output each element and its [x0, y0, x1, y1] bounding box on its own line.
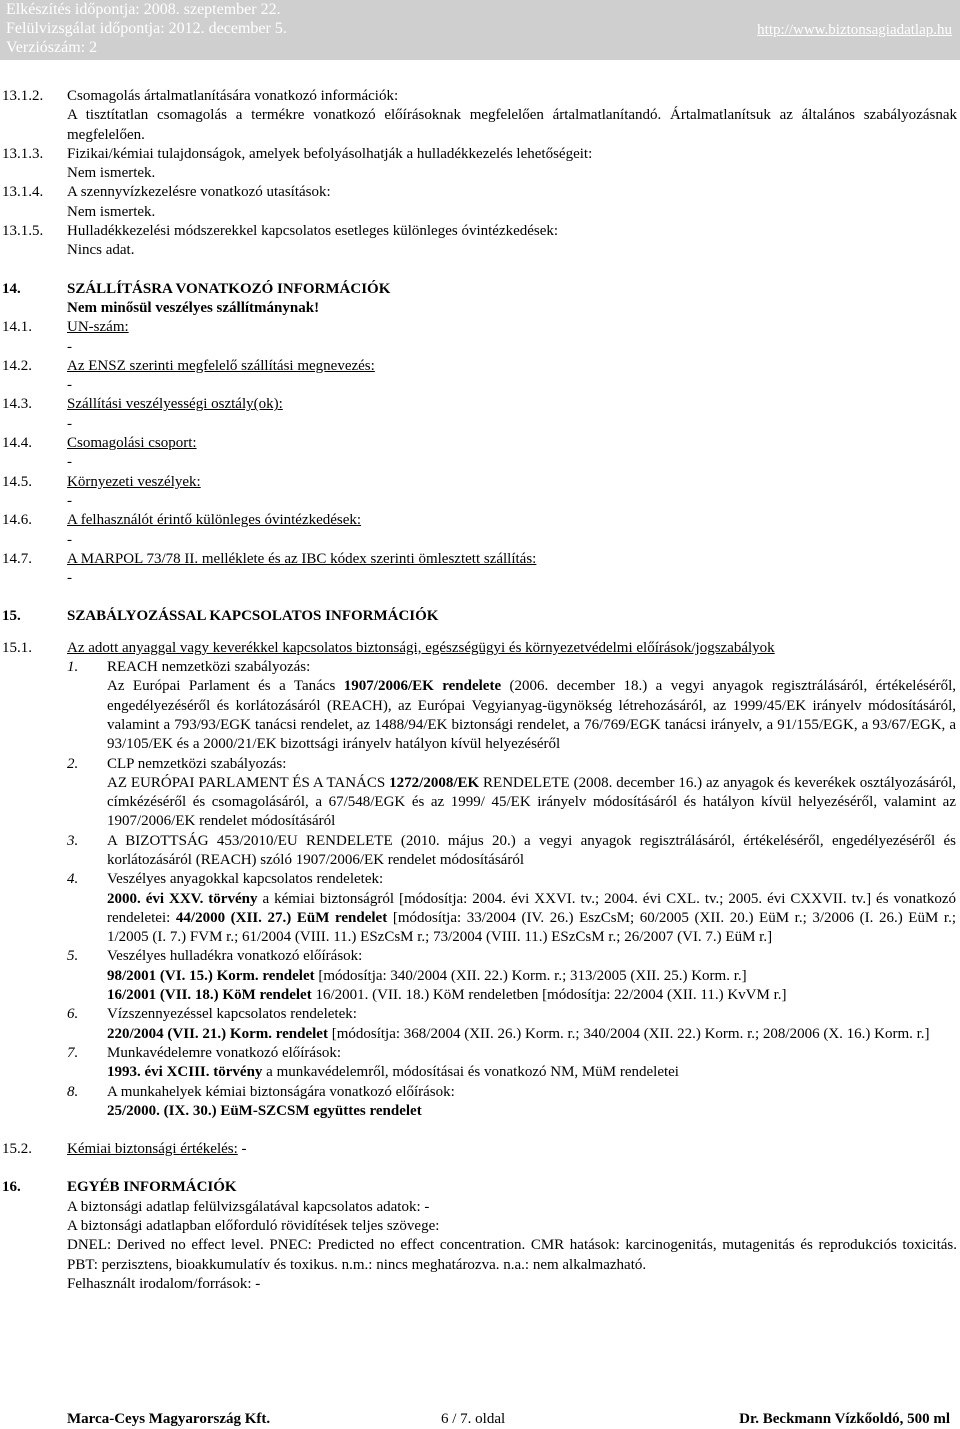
- section-title: SZABÁLYOZÁSSAL KAPCSOLATOS INFORMÁCIÓK: [67, 608, 439, 625]
- transport-item: [0, 473, 960, 512]
- subsection-value: Nincs adat.: [67, 242, 135, 259]
- item-heading: Veszélyes anyagokkal kapcsolatos rendeletek:: [107, 871, 384, 888]
- item-heading: Veszélyes hulladékra vonatkozó előírások:: [107, 948, 363, 965]
- subsection-text: A tisztítatlan csomagolás a termékre vonatkozó előírásoknak megfelelően ártalmatlanítandó. Ártalmatlanítsuk az általános szabályozásnak megfelelően.: [67, 107, 957, 143]
- section-subtitle: Nem minősül veszélyes szállítmánynak!: [67, 299, 320, 316]
- item-number: 6.: [67, 1006, 79, 1023]
- item-number: 14.3.: [2, 396, 32, 413]
- item-body: [107, 774, 956, 832]
- item-value: -: [67, 415, 72, 432]
- transport-item: [0, 434, 960, 473]
- regulation-ref: 98/2001 (VI. 15.) Korm. rendelet: [107, 967, 315, 984]
- regulation-item-5: [0, 947, 960, 1005]
- item-body: [107, 1063, 956, 1082]
- item-number: 7.: [67, 1044, 79, 1061]
- transport-item: [0, 550, 960, 589]
- spacer: [0, 261, 960, 280]
- item-heading: Vízszennyezéssel kapcsolatos rendeletek:: [107, 1006, 357, 1023]
- subsection-13-1-2: [0, 87, 960, 145]
- version-number: Verziószám: 2: [6, 39, 98, 56]
- regulation-ref: 1272/2008/EK: [389, 774, 480, 791]
- spacer: [0, 627, 960, 639]
- info-line: A biztonsági adatlap felülvizsgálatával kapcsolatos adatok: -: [67, 1198, 430, 1215]
- item-line: [107, 967, 956, 986]
- text-run: RENDELETE (2008. december 16.) az anyagok és keverékek osztályozásáról, címkézéséről és csomagolásáról, a 67/548/EGK és az 1999/ 45/EK irányelv módosításáról és hatályon kívül helyezéséről, valamint az 1907/2006/EK rendelet módosításáról: [107, 774, 956, 830]
- subsection-heading: Hulladékkezelési módszerekkel kapcsolatos esetleges különleges óvintézkedések:: [67, 223, 559, 240]
- transport-item: [0, 511, 960, 550]
- item-label: Csomagolási csoport:: [67, 435, 197, 452]
- subsection-15-2: [0, 1140, 960, 1159]
- item-value: -: [67, 531, 72, 548]
- regulation-ref: 16/2001 (VII. 18.) KöM rendelet: [107, 987, 312, 1004]
- text-run: AZ EURÓPAI PARLAMENT ÉS A TANÁCS: [107, 774, 390, 791]
- footer-page-number: 6 / 7. oldal: [441, 1411, 506, 1427]
- website-link[interactable]: http://www.biztonsagiadatlap.hu: [757, 22, 952, 38]
- subsection-13-1-4: [0, 183, 960, 222]
- item-value: -: [67, 377, 72, 394]
- item-number: 8.: [67, 1083, 79, 1100]
- section-number: 13.1.5.: [2, 223, 44, 240]
- item-body: [107, 890, 956, 948]
- regulation-item-6: [0, 1005, 960, 1044]
- section-number: 13.1.3.: [2, 145, 44, 162]
- item-body: [107, 1025, 956, 1044]
- item-label: Az ENSZ szerinti megfelelő szállítási megnevezés:: [67, 357, 375, 374]
- text-run: a kémiai biztonságról [módosítja: 2004. évi XXVI. tv.; 2004. évi CXL. tv.; 2005. évi CXXVII. tv.] és vonatkozó rendeletei:: [107, 890, 956, 926]
- page-footer: [0, 1410, 960, 1429]
- section-number: 15.2.: [2, 1141, 32, 1158]
- item-value: -: [67, 454, 72, 471]
- footer-product: Dr. Beckmann Vízkőoldó, 500 ml: [739, 1411, 950, 1427]
- revision-date: Felülvizsgálat időpontja: 2012. december 5.: [6, 20, 287, 37]
- info-line: Felhasznált irodalom/források: -: [67, 1275, 261, 1292]
- transport-items: [0, 318, 960, 588]
- item-number: 14.1.: [2, 319, 32, 336]
- subsection-13-1-5: [0, 222, 960, 261]
- subsection-value: Nem ismertek.: [67, 165, 156, 182]
- item-value: -: [67, 492, 72, 509]
- item-number: 2.: [67, 755, 79, 772]
- spacer: [0, 1159, 960, 1178]
- item-body: [107, 677, 956, 754]
- section-number: 13.1.2.: [2, 88, 44, 104]
- document-body: [0, 87, 960, 1294]
- item-label: Szállítási veszélyességi osztály(ok):: [67, 396, 283, 413]
- spacer: [0, 588, 960, 607]
- item-label: Környezeti veszélyek:: [67, 473, 201, 490]
- text-run: a munkavédelemről, módosításai és vonatkozó NM, MüM rendeletei: [262, 1064, 679, 1081]
- text-run: 16/2001. (VII. 18.) KöM rendeletben [módosítja: 22/2004 (XII. 11.) KvVM r.]: [311, 987, 787, 1004]
- regulation-ref: 1993. évi XCIII. törvény: [107, 1064, 263, 1081]
- section-number: 13.1.4.: [2, 184, 44, 201]
- subsection-15-1: [0, 639, 960, 658]
- item-label: UN-szám:: [67, 319, 129, 336]
- section-title: SZÁLLÍTÁSRA VONATKOZÓ INFORMÁCIÓK: [67, 280, 391, 297]
- item-heading: REACH nemzetközi szabályozás:: [107, 659, 311, 676]
- regulation-ref: 1907/2006/EK rendelete: [343, 678, 502, 695]
- transport-item: [0, 318, 960, 357]
- subsection-heading: Kémiai biztonsági értékelés:: [67, 1141, 238, 1158]
- text-run: (2006. december 18.) a vegyi anyagok regisztrálásáról, értékeléséről, engedélyezéséről és korlátozásáról (REACH), az Európai Vegyianyag-ügynökség létrehozásáról, az 1999/45/EK irányelv módosításáról, valamint a 793/93/EGK tanácsi rendelet, az 1488/94/EK biztonsági rendelet, a 76/769/EGK tanácsi irányelv, a 91/155/EGK, a 93/67/EGK, a 93/105/EK és a 2000/21/EK bizottsági irányelv hatályon kívül helyezéséről: [107, 678, 957, 753]
- regulation-ref: 44/2000 (XII. 27.) EüM rendelet: [175, 909, 388, 926]
- item-heading: A munkahelyek kémiai biztonságára vonatkozó előírások:: [107, 1083, 455, 1100]
- section-number: 15.1.: [2, 639, 32, 656]
- transport-item: [0, 395, 960, 434]
- item-line: [107, 986, 956, 1005]
- item-body: A BIZOTTSÁG 453/2010/EU RENDELETE (2010. május 20.) a vegyi anyagok regisztrálásáról, értékeléséről, engedélyezéséről és korlátozásáról (REACH) szóló 1907/2006/EK rendelet módosításáról: [107, 832, 956, 868]
- subsection-heading: A szennyvízkezelésre vonatkozó utasítások:: [67, 184, 331, 201]
- section-14-heading: [0, 280, 960, 319]
- item-label: A MARPOL 73/78 II. melléklete és az IBC kódex szerinti ömlesztett szállítás:: [67, 550, 537, 567]
- item-number: 14.6.: [2, 512, 32, 529]
- regulation-item-2: [0, 755, 960, 832]
- page-header: [0, 0, 960, 60]
- subsection-13-1-3: [0, 145, 960, 184]
- text-run: [módosítja: 33/2004 (IV. 26.) EszCsM; 60/2005 (XII. 20.) EüM r.; 3/2006 (I. 26.) EüM r.; 1/2005 (I. 7.) FVM r.; 61/2004 (VIII. 11.) ESzCsM r.; 73/2004 (VIII. 11.) ESzCsM r.; 26/2007 (VI. 7.) EüM r.]: [107, 909, 956, 946]
- item-heading: Munkavédelemre vonatkozó előírások:: [107, 1044, 342, 1061]
- item-number: 3.: [67, 832, 79, 849]
- regulation-item-1: [0, 658, 960, 754]
- regulation-item-7: [0, 1044, 960, 1083]
- text-run: Az Európai Parlament és a Tanács: [107, 678, 344, 695]
- section-number: 14.: [2, 280, 21, 297]
- regulation-ref: 2000. évi XXV. törvény: [107, 890, 258, 907]
- abbreviations-text: DNEL: Derived no effect level. PNEC: Predicted no effect concentration. CMR hatások: karcinogenitás, mutagenitás és reprodukciós toxicitás. PBT: perzisztens, bioakkumulatív és toxikus. n.m.: nincs meghatározva. n.a.: nem alkalmazható.: [67, 1237, 957, 1273]
- item-number: 14.4.: [2, 435, 32, 452]
- section-title: EGYÉB INFORMÁCIÓK: [67, 1179, 237, 1196]
- transport-item: [0, 357, 960, 396]
- section-15-heading: [0, 607, 960, 626]
- text-run: [módosítja: 368/2004 (XII. 26.) Korm. r.; 340/2004 (XII. 22.) Korm. r.; 208/2006 (X. 16.) Korm. r.]: [327, 1025, 930, 1042]
- item-number: 1.: [67, 659, 79, 676]
- creation-date: Elkészítés időpontja: 2008. szeptember 22.: [6, 1, 281, 18]
- footer-company: Marca-Ceys Magyarország Kft.: [67, 1411, 271, 1427]
- regulation-item-8: [0, 1083, 960, 1122]
- regulation-ref: 25/2000. (IX. 30.) EüM-SZCSM együttes rendelet: [107, 1102, 422, 1119]
- item-label: A felhasználót érintő különleges óvintézkedések:: [67, 512, 362, 529]
- info-line: A biztonsági adatlapban előforduló rövidítések teljes szövege:: [67, 1218, 440, 1235]
- subsection-heading: Az adott anyaggal vagy keverékkel kapcsolatos biztonsági, egészségügyi és környezetvédelmi előírások/jogszabályok: [67, 639, 775, 656]
- item-value: -: [67, 338, 72, 355]
- item-number: 4.: [67, 871, 79, 888]
- item-number: 14.7.: [2, 550, 32, 567]
- regulation-ref: 220/2004 (VII. 21.) Korm. rendelet: [107, 1025, 328, 1042]
- regulation-item-4: [0, 870, 960, 947]
- subsection-value: Nem ismertek.: [67, 203, 156, 220]
- section-number: 15.: [2, 608, 21, 625]
- item-number: 14.5.: [2, 473, 32, 490]
- spacer: [0, 1121, 960, 1140]
- item-heading: CLP nemzetközi szabályozás:: [107, 755, 287, 772]
- subsection-heading: Csomagolás ártalmatlanítására vonatkozó információk:: [67, 88, 399, 104]
- subsection-heading: Fizikai/kémiai tulajdonságok, amelyek befolyásolhatják a hulladékkezelés lehetőségeit:: [67, 145, 593, 162]
- regulation-item-3: [0, 832, 960, 871]
- item-value: -: [67, 570, 72, 587]
- item-number: 14.2.: [2, 357, 32, 374]
- text-run: [módosítja: 340/2004 (XII. 22.) Korm. r.; 313/2005 (XII. 25.) Korm. r.]: [314, 967, 747, 984]
- item-body: [107, 1102, 956, 1121]
- section-16: [0, 1178, 960, 1294]
- section-number: 16.: [2, 1179, 21, 1196]
- subsection-value: -: [237, 1141, 247, 1158]
- item-number: 5.: [67, 948, 79, 965]
